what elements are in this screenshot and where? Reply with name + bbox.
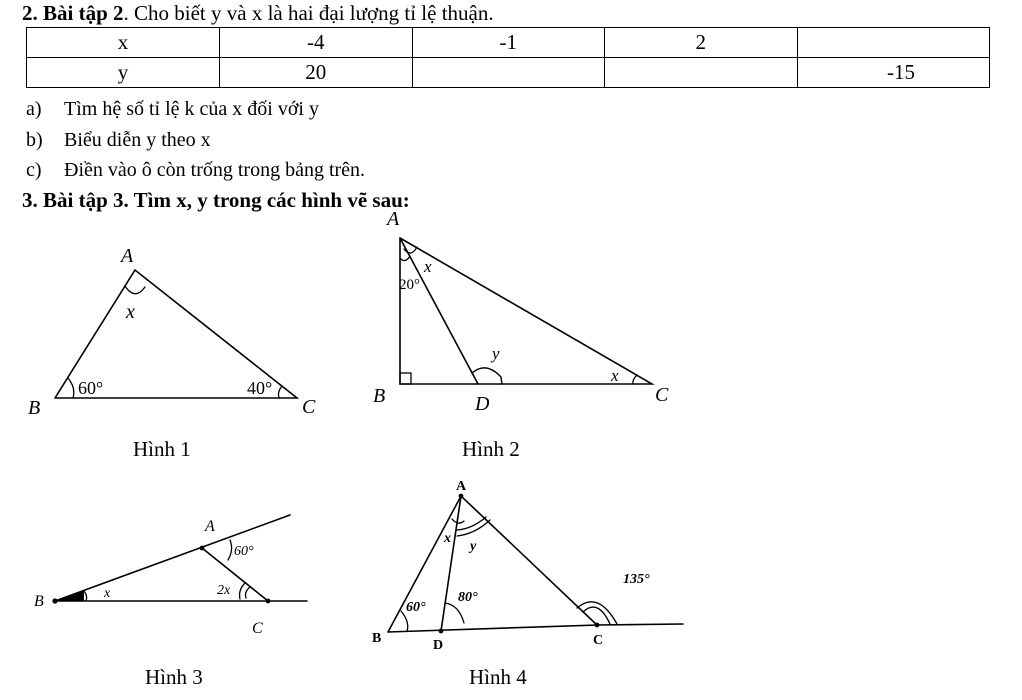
figure-4-label-b: B xyxy=(372,631,382,646)
figure-4-label-c: C xyxy=(593,633,604,648)
figure-4-triangle xyxy=(388,496,683,632)
figure-3-label-a: A xyxy=(205,518,215,535)
figure-2-angle-acb: x xyxy=(611,366,619,385)
figure-2-angle-dac: x xyxy=(424,257,432,276)
question-label: c) xyxy=(26,159,42,181)
exercise3-heading: 3. Bài tập 3. Tìm x, y trong các hình vẽ sau: xyxy=(22,188,410,212)
figure-3-caption: Hình 3 xyxy=(145,665,203,689)
figure-2-caption: Hình 2 xyxy=(462,437,520,461)
figure-3-label-c: C xyxy=(252,620,263,637)
figure-2-label-b: B xyxy=(373,385,386,407)
figure-1-angle-b: 60° xyxy=(78,378,104,398)
table-cell: -4 xyxy=(220,28,413,58)
figure-4-angle-dac: y xyxy=(470,539,477,554)
figure-3-lines xyxy=(55,515,307,601)
figure-4-angle-adc: 80° xyxy=(458,590,478,605)
figure-4-points xyxy=(439,494,600,634)
figure-3-angle-b: x xyxy=(104,586,111,601)
figure-2-label-a: A xyxy=(387,208,400,230)
table-cell: x xyxy=(27,28,220,58)
figure-4-angle-b: 60° xyxy=(406,600,426,615)
figure-2-right-triangle xyxy=(400,238,652,384)
figure-2-label-d: D xyxy=(475,393,490,415)
figure-1-angle-a: x xyxy=(126,301,135,323)
figure-1-caption: Hình 1 xyxy=(133,437,191,461)
figure-2-label-c: C xyxy=(655,384,669,406)
table-cell: 20 xyxy=(220,58,413,88)
figure-1-label-b: B xyxy=(28,397,41,419)
table-cell: 2 xyxy=(605,28,798,58)
figure-4-label-a: A xyxy=(456,479,467,494)
question-text: Biểu diễn y theo x xyxy=(64,129,211,151)
figure-2-angle-adc: y xyxy=(492,344,500,363)
table-cell: y xyxy=(27,58,220,88)
figure-4-angle-exterior-c: 135° xyxy=(623,572,650,587)
question-text: Tìm hệ số tỉ lệ k của x đối với y xyxy=(64,98,319,120)
figure-3-angle-a: 60° xyxy=(234,544,254,559)
table-cell: -15 xyxy=(797,58,990,88)
figure-4-caption: Hình 4 xyxy=(469,665,527,689)
question-label: a) xyxy=(26,98,42,120)
figure-1-label-c: C xyxy=(302,396,316,418)
figure-3-angle-c: 2x xyxy=(217,583,231,598)
figure-4-label-d: D xyxy=(433,638,444,653)
exercise2-statement: . Cho biết y và x là hai đại lượng tỉ lệ thuận. xyxy=(123,1,494,25)
figure-4-angle-bad: x xyxy=(444,531,451,546)
question-label: b) xyxy=(26,129,43,151)
figure-2-angle-bad: 20° xyxy=(399,277,420,293)
exercise2-number: 2. Bài tập 2 xyxy=(22,1,124,25)
figure-1-label-a: A xyxy=(121,245,134,267)
table-cell: -1 xyxy=(412,28,605,58)
question-text: Điền vào ô còn trống trong bảng trên. xyxy=(64,159,366,181)
figure-1-angle-c: 40° xyxy=(247,378,273,398)
figure-3-label-b: B xyxy=(34,593,44,610)
